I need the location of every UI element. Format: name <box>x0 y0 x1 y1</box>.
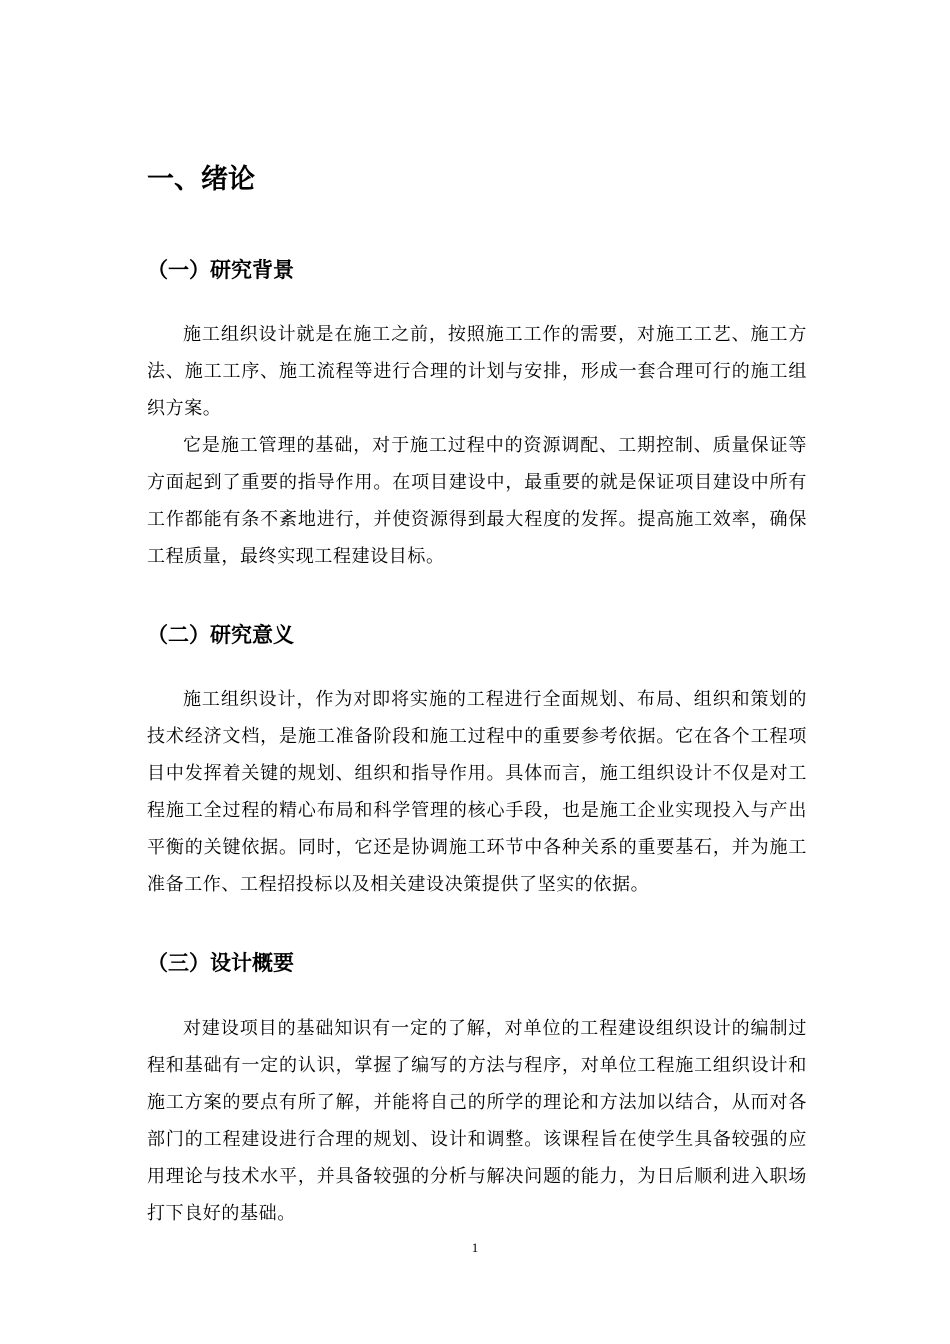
background-paragraph-1: 施工组织设计就是在施工之前，按照施工工作的需要，对施工工艺、施工方法、施工工序、施工流程等进行合理的计划与安排，形成一套合理可行的施工组织方案。 <box>147 324 807 419</box>
section-heading-significance: （二）研究意义 <box>147 623 294 647</box>
significance-paragraph: 施工组织设计，作为对即将实施的工程进行全面规划、布局、组织和策划的技术经济文档，是施工准备阶段和施工过程中的重要参考依据。它在各个工程项目中发挥着关键的规划、组织和指导作用。具体而言，施工组织设计不仅是对工程施工全过程的精心布局和科学管理的核心手段，也是施工企业实现投入与产出平衡的关键依据。同时，它还是协调施工环节中各种关系的重要基石，并为施工准备工作、工程招投标以及相关建设决策提供了坚实的依据。 <box>147 689 807 895</box>
page-number: 1 <box>471 1240 479 1255</box>
background-paragraph-2: 它是施工管理的基础，对于施工过程中的资源调配、工期控制、质量保证等方面起到了重要的指导作用。在项目建设中，最重要的就是保证项目建设中所有工作都能有条不紊地进行，并使资源得到最大程度的发挥。提高施工效率，确保工程质量，最终实现工程建设目标。 <box>147 435 807 567</box>
section-heading-background: （一）研究背景 <box>147 258 294 282</box>
section-heading-design-summary: （三）设计概要 <box>147 951 294 975</box>
chapter-title: 一、绪论 <box>147 164 255 195</box>
design-summary-paragraph: 对建设项目的基础知识有一定的了解，对单位的工程建设组织设计的编制过程和基础有一定的认识，掌握了编写的方法与程序，对单位工程施工组织设计和施工方案的要点有所了解，并能将自己的所学的理论和方法加以结合，从而对各部门的工程建设进行合理的规划、设计和调整。该课程旨在使学生具备较强的应用理论与技术水平，并具备较强的分析与解决问题的能力，为日后顺利进入职场打下良好的基础。 <box>147 1018 807 1224</box>
